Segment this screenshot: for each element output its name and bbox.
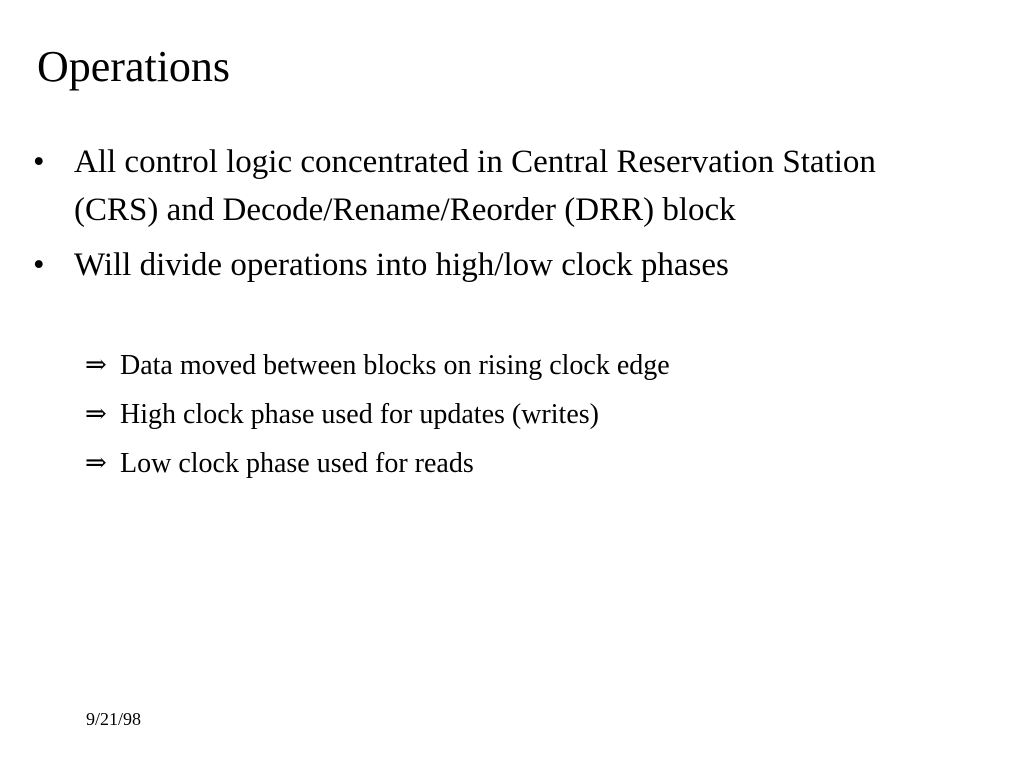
bullet-item	[0, 241, 934, 289]
implies-arrow-icon: ⇒	[85, 399, 107, 429]
sub-bullet-item	[0, 341, 670, 390]
bullet-list	[0, 138, 1024, 296]
bullet-dot-icon: •	[33, 247, 45, 283]
bullet-item	[0, 138, 934, 234]
sub-bullet-item	[0, 390, 670, 439]
sub-bullet-text: Data moved between blocks on rising clock edge	[120, 350, 670, 381]
bullet-dot-icon: •	[33, 144, 45, 180]
implies-arrow-icon: ⇒	[85, 350, 107, 380]
sub-bullet-list	[0, 341, 670, 488]
bullet-text: Will divide operations into high/low clock phases	[74, 247, 729, 283]
sub-bullet-item	[0, 439, 670, 488]
implies-arrow-icon: ⇒	[85, 448, 107, 478]
sub-bullet-text: Low clock phase used for reads	[120, 448, 474, 479]
slide-title: Operations	[37, 42, 231, 91]
sub-bullet-text: High clock phase used for updates (writes)	[120, 399, 599, 430]
bullet-text: All control logic concentrated in Central Reservation Station (CRS) and Decode/Rename/Reorder (DRR) block	[74, 144, 876, 228]
footer-date: 9/21/98	[86, 709, 142, 729]
